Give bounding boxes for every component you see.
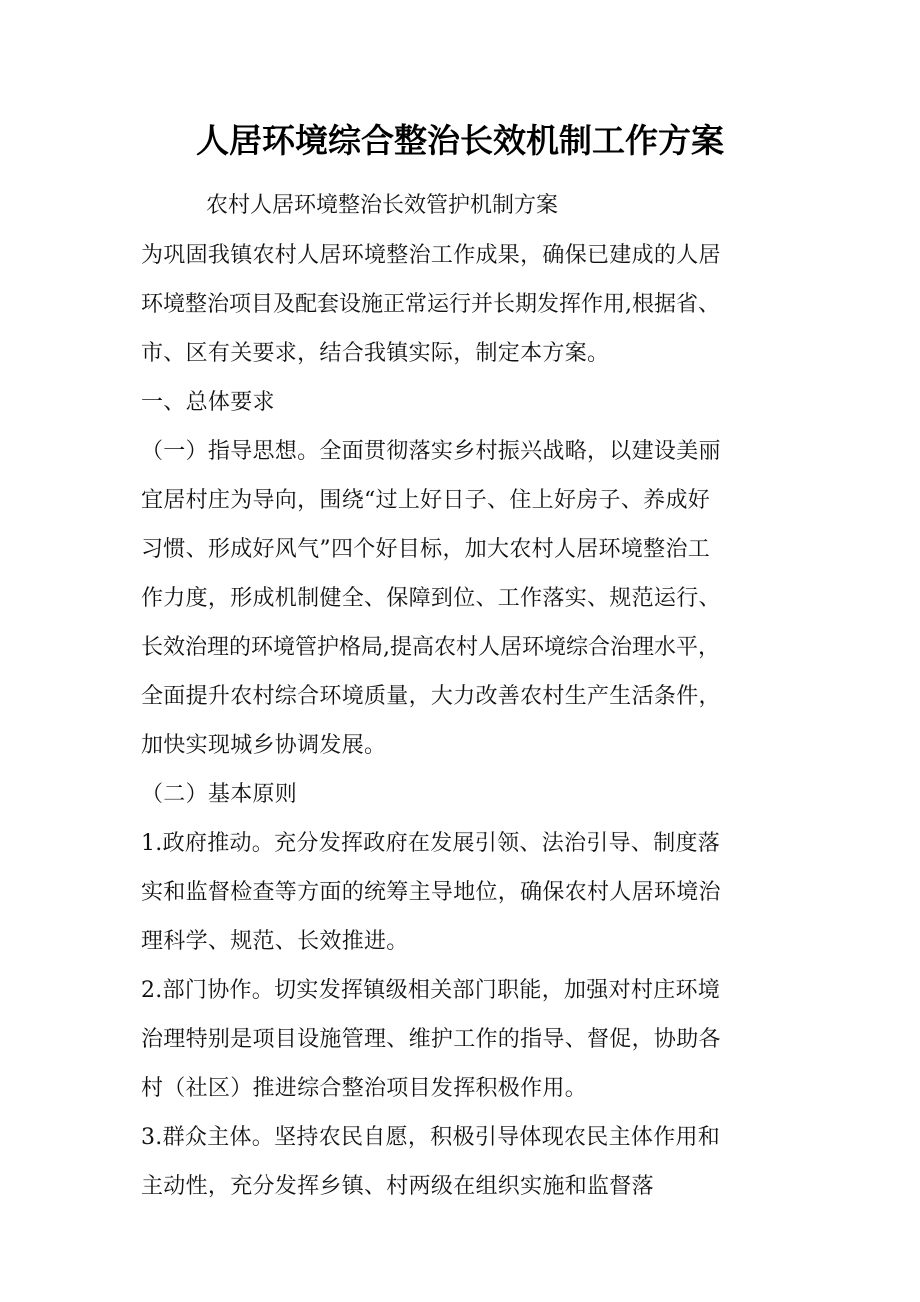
- document-title: 人居环境综合整治长效机制工作方案: [196, 121, 724, 160]
- body-line: 市、区有关要求，结合我镇实际，制定本方案。: [141, 341, 610, 366]
- body-line: 治理特别是项目设施管理、维护工作的指导、督促，协助各: [141, 1027, 721, 1052]
- body-line: 村（社区）推进综合整治项目发挥积极作用。: [141, 1076, 588, 1101]
- body-line: 长效治理的环境管护格局,提高农村人居环境综合治理水平，: [141, 635, 720, 660]
- body-line: 环境整治项目及配套设施正常运行并长期发挥作用,根据省、: [141, 292, 720, 317]
- document-body: [141, 233, 801, 1213]
- subsection-heading: （二）基本原则: [141, 782, 298, 807]
- body-line: 2.部门协作。切实发挥镇级相关部门职能，加强对村庄环境: [141, 978, 721, 1003]
- body-line: 1.政府推动。充分发挥政府在发展引领、法治引导、制度落: [141, 831, 721, 856]
- body-line: 理科学、规范、长效推进。: [141, 929, 409, 954]
- body-line: 主动性，充分发挥乡镇、村两级在组织实施和监督落: [141, 1174, 654, 1199]
- body-line: 实和监督检查等方面的统筹主导地位，确保农村人居环境治: [141, 880, 721, 905]
- body-line: 作力度，形成机制健全、保障到位、工作落实、规范运行、: [141, 586, 721, 611]
- document-subtitle: 农村人居环境整治长效管护机制方案: [206, 193, 559, 218]
- body-line: 宜居村庄为导向，围绕“过上好日子、住上好房子、养成好: [141, 488, 711, 513]
- body-line: 全面提升农村综合环境质量，大力改善农村生产生活条件，: [141, 684, 721, 709]
- body-line: 3.群众主体。坚持农民自愿，积极引导体现农民主体作用和: [141, 1125, 721, 1150]
- body-line: 加快实现城乡协调发展。: [141, 733, 387, 758]
- body-line: 为巩固我镇农村人居环境整治工作成果，确保已建成的人居: [141, 243, 721, 268]
- body-line: 习惯、形成好风气”四个好目标，加大农村人居环境整治工: [141, 537, 711, 562]
- body-line: （一）指导思想。全面贯彻落实乡村振兴战略，以建设美丽: [141, 439, 721, 464]
- section-heading: 一、总体要求: [141, 390, 275, 415]
